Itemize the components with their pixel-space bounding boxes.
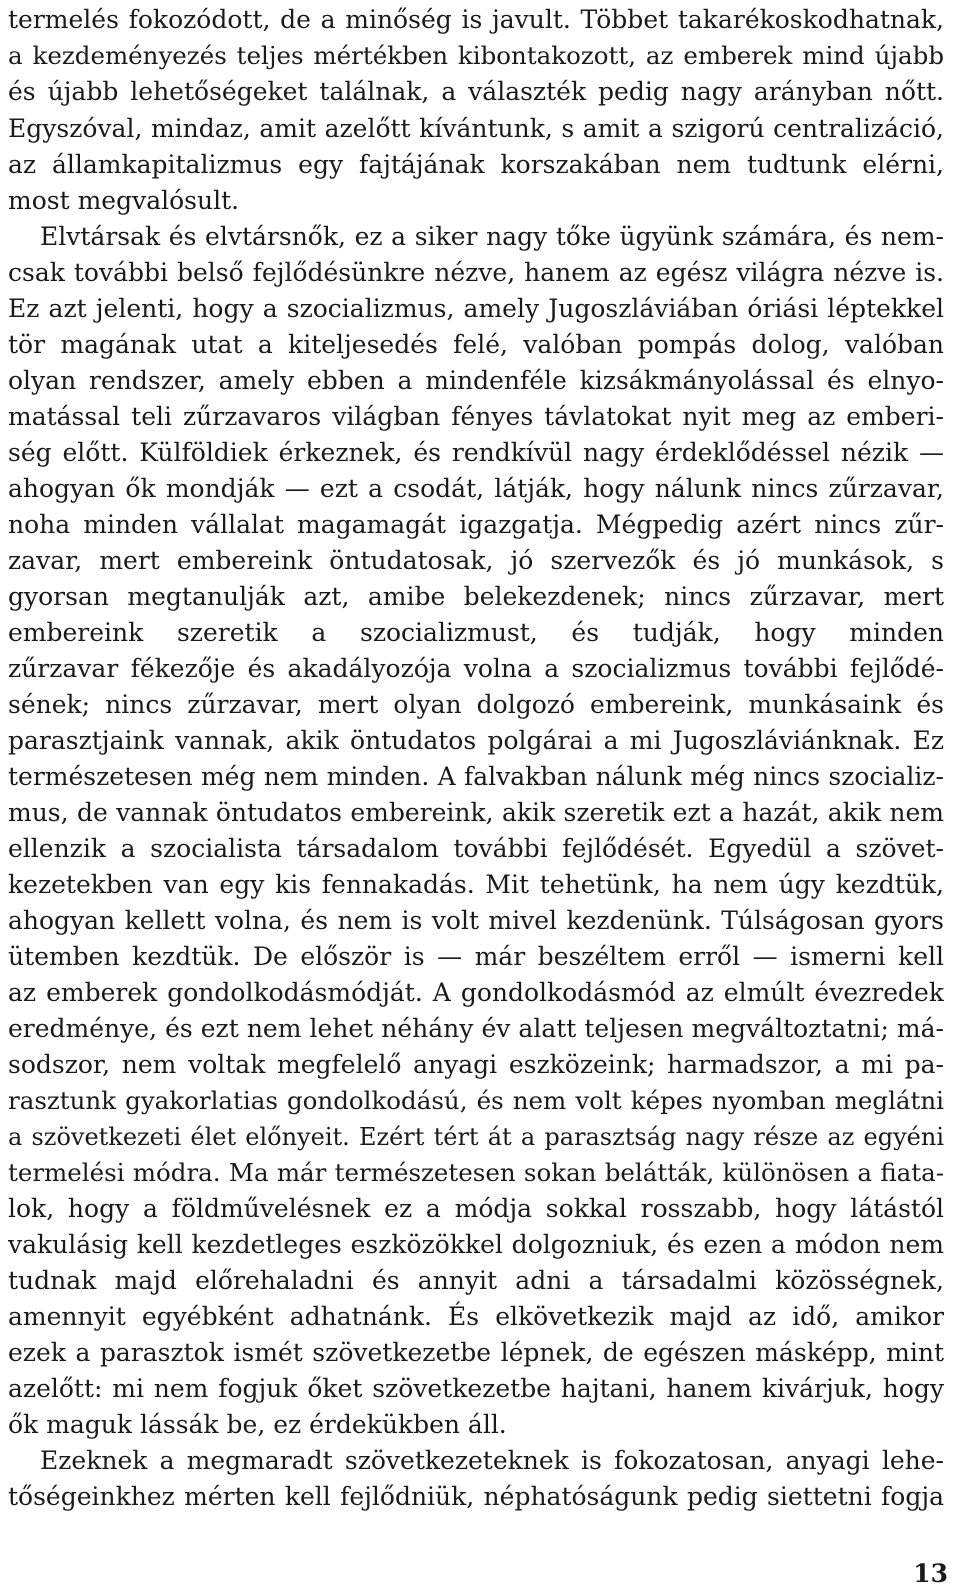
text-line: ütemben kezdtük. De először is — már beszéltem erről — ismerni kell <box>8 942 944 971</box>
text-line: Ez azt jelenti, hogy a szocializmus, amely Jugoszláviában óriási léptekkel <box>8 294 944 323</box>
text-line: tudnak majd előrehaladni és annyit adni a társadalmi közösségnek, <box>8 1266 944 1295</box>
text-line: termelési módra. Ma már természetesen sokan belátták, különösen a fiata- <box>8 1158 944 1187</box>
text-line: termelés fokozódott, de a minőség is javult. Többet takarékoskodhatnak, <box>8 5 944 34</box>
text-line: most megvalósult. <box>8 186 240 215</box>
text-line: azelőtt: mi nem fogjuk őket szövetkezetbe hajtani, hanem kivárjuk, hogy <box>8 1374 944 1403</box>
text-line: rasztunk gyakorlatias gondolkodású, és nem volt képes nyomban meglátni <box>8 1086 944 1115</box>
text-line: sének; nincs zűrzavar, mert olyan dolgozó embereink, munkásaink és <box>8 690 944 719</box>
text-line: noha minden vállalat magamagát igazgatja. Mégpedig azért nincs zűr- <box>8 510 944 539</box>
text-line: ség előtt. Külföldiek érkeznek, és rendkívül nagy érdeklődéssel nézik — <box>8 438 944 467</box>
text-line: ők maguk lássák be, ez érdekükben áll. <box>8 1410 507 1439</box>
text-line: tőségeinkhez mérten kell fejlődniük, néphatóságunk pedig siettetni fogja <box>8 1482 944 1511</box>
text-line: Egyszóval, mindaz, amit azelőtt kívántunk, s amit a szigorú centralizáció, <box>8 114 944 143</box>
text-line: természetesen még nem minden. A falvakban nálunk még nincs szocializ- <box>8 762 944 791</box>
text-line: ahogyan kellett volna, és nem is volt mivel kezdenünk. Túlságosan gyors <box>8 906 944 935</box>
text-line: a kezdeményezés teljes mértékben kibontakozott, az emberek mind újabb <box>8 41 944 70</box>
text-line: a szövetkezeti élet előnyeit. Ezért tért át a parasztság nagy része az egyéni <box>8 1123 944 1151</box>
text-line: csak további belső fejlődésünkre nézve, hanem az egész világra nézve is. <box>8 258 944 287</box>
text-line: parasztjaink vannak, akik öntudatos polgárai a mi Jugoszláviánknak. Ez <box>8 726 944 755</box>
text-line: matással teli zűrzavaros világban fényes távlatokat nyit meg az emberi- <box>8 402 944 431</box>
text-line: embereink szeretik a szocializmust, és tudják, hogy minden <box>8 618 944 647</box>
text-line: sodszor, nem voltak megfelelő anyagi eszközeink; harmadszor, a mi pa- <box>8 1050 944 1079</box>
text-line: az emberek gondolkodásmódját. A gondolkodásmód az elmúlt évezredek <box>8 978 944 1007</box>
text-line: eredménye, és ezt nem lehet néhány év alatt teljesen megváltoztatni; má- <box>8 1014 944 1043</box>
text-line: és újabb lehetőségeket találnak, a választék pedig nagy arányban nőtt. <box>8 77 944 106</box>
text-line: gyorsan megtanulják azt, amibe belekezdenek; nincs zűrzavar, mert <box>8 582 944 611</box>
text-line: az államkapitalizmus egy fajtájának korszakában nem tudtunk elérni, <box>8 150 944 179</box>
text-line: ezek a parasztok ismét szövetkezetbe lépnek, de egészen másképp, mint <box>8 1338 944 1367</box>
text-line: Ezeknek a megmaradt szövetkezeteknek is fokozatosan, anyagi lehe- <box>40 1446 944 1475</box>
text-line: tör magának utat a kiteljesedés felé, valóban pompás dolog, valóban <box>8 330 944 359</box>
text-line: lok, hogy a földművelésnek ez a módja sokkal rosszabb, hogy látástól <box>8 1194 944 1223</box>
text-line: Elvtársak és elvtársnők, ez a siker nagy tőke ügyünk számára, és nem- <box>40 222 944 251</box>
text-line: vakulásig kell kezdetleges eszközökkel dolgozniuk, és ezen a módon nem <box>8 1230 944 1259</box>
text-line: ellenzik a szocialista társadalom további fejlődését. Egyedül a szövet- <box>8 834 944 863</box>
text-line: olyan rendszer, amely ebben a mindenféle kizsákmányolással és elnyo- <box>8 366 944 395</box>
page-number: 13 <box>913 1559 948 1588</box>
text-line: kezetekben van egy kis fennakadás. Mit tehetünk, ha nem úgy kezdtük, <box>8 870 944 899</box>
text-line: zűrzavar fékezője és akadályozója volna a szocializmus további fejlődé- <box>8 654 944 683</box>
text-line: ahogyan ők mondják — ezt a csodát, látják, hogy nálunk nincs zűrzavar, <box>8 474 944 503</box>
text-line: amennyit egyébként adhatnánk. És elkövetkezik majd az idő, amikor <box>8 1302 944 1331</box>
text-line: zavar, mert embereink öntudatosak, jó szervezők és jó munkások, s <box>8 546 944 575</box>
text-line: mus, de vannak öntudatos embereink, akik szeretik ezt a hazát, akik nem <box>8 798 944 827</box>
